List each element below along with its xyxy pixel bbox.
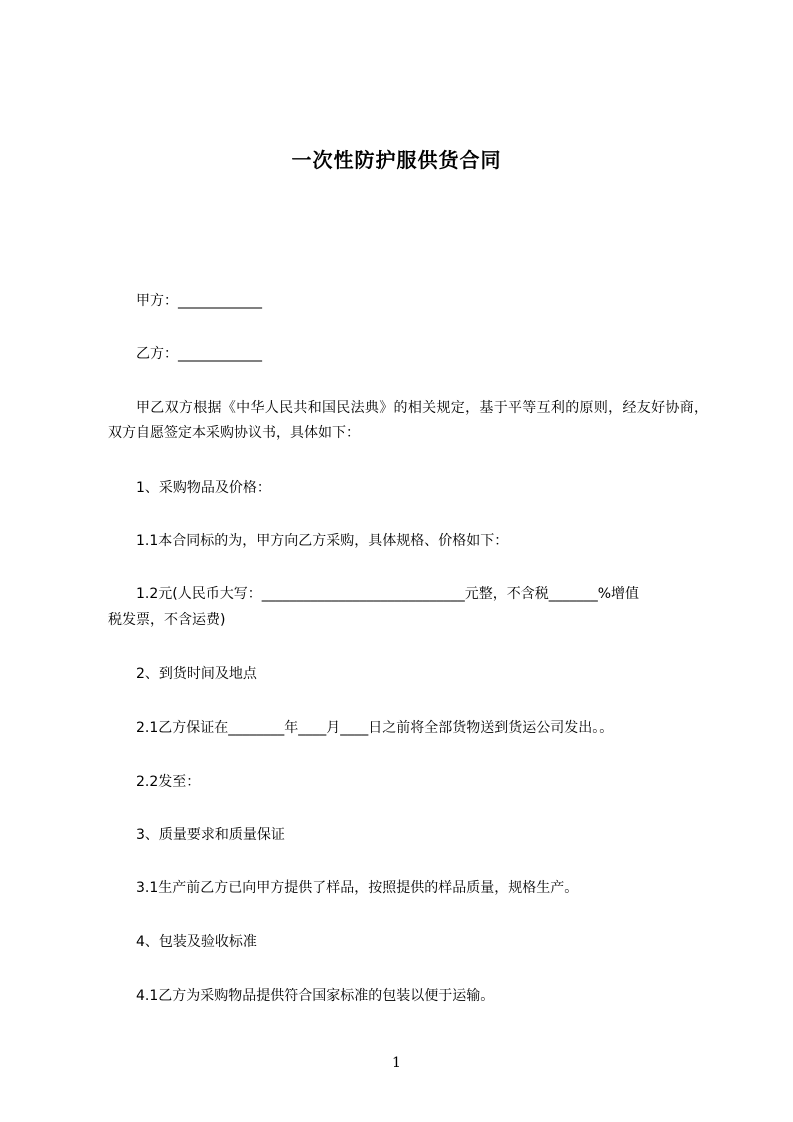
party-a-line: 甲方：____________ bbox=[136, 293, 262, 309]
section-2-heading: 2、到货时间及地点 bbox=[136, 666, 257, 682]
clause-1-1: 1.1本合同标的为，甲方向乙方采购，具体规格、价格如下： bbox=[136, 533, 509, 549]
clause-3-1: 3.1生产前乙方已向甲方提供了样品，按照提供的样品质量，规格生产。 bbox=[136, 880, 579, 896]
party-b-line: 乙方：____________ bbox=[136, 346, 262, 362]
section-3-heading: 3、质量要求和质量保证 bbox=[136, 827, 285, 843]
clause-1-2-line-1: 1.2元(人民币大写：_____________________________元整，不含税_______%增值 bbox=[136, 586, 640, 602]
clause-4-1: 4.1乙方为采购物品提供符合国家标准的包装以便于运输。 bbox=[136, 988, 495, 1004]
section-1-heading: 1、采购物品及价格： bbox=[136, 480, 271, 496]
section-4-heading: 4、包装及验收标准 bbox=[136, 934, 257, 950]
clause-2-1: 2.1乙方保证在________年____月____日之前将全部货物送到货运公司发出。。 bbox=[136, 720, 614, 736]
clause-2-2: 2.2发至： bbox=[136, 774, 201, 790]
intro-paragraph: 甲乙双方根据《中华人民共和国民法典》的相关规定，基于平等互利的原则，经友好协商，双方自愿签定本采购协议书，具体如下： bbox=[108, 400, 708, 441]
document-title: 一次性防护服供货合同 bbox=[291, 148, 502, 172]
clause-1-2-line-2: 税发票，不含运费) bbox=[108, 612, 226, 628]
page-number: 1 bbox=[392, 1055, 401, 1071]
